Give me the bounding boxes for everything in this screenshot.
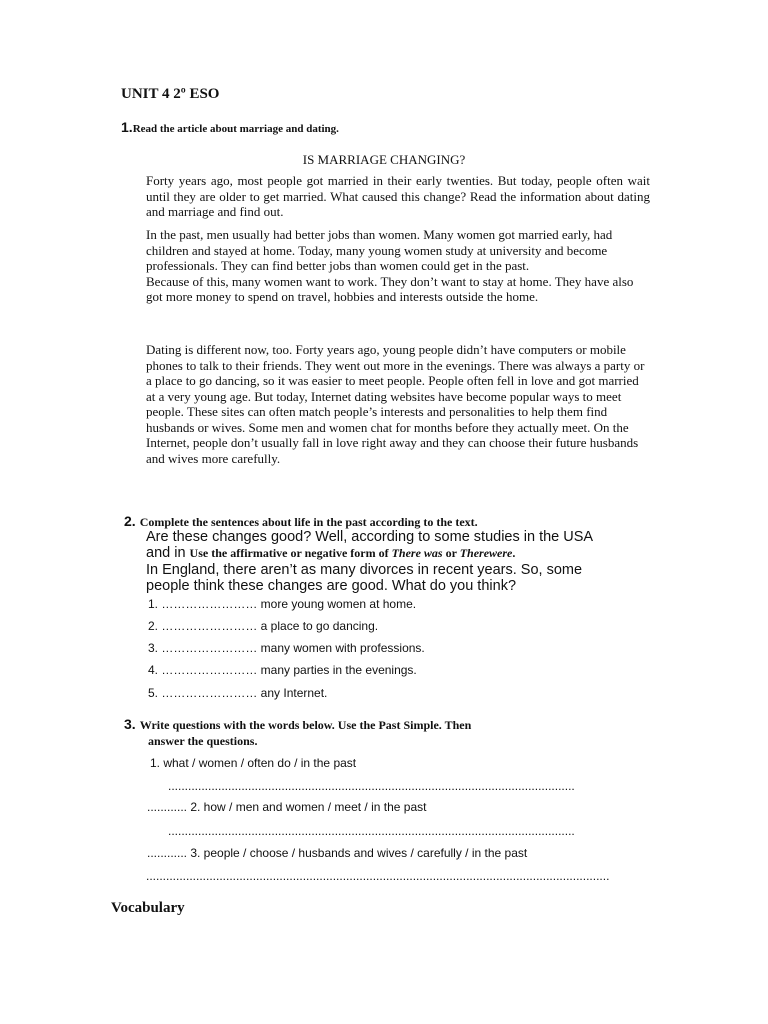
article-paragraph-3: Dating is different now, too. Forty years ago, young people didn’t have computers or mobile phones to talk to their friends. They went out more in the evenings. There was always a party or a place to go dancing, so it was easier to meet people. People often fell in love and got married at a very young age. But today, Internet dating websites have become popular ways to meet people. These sites can often match people’s interests and personalities to help them find husbands or wives. Some men and women chat for months before they actually meet. On the Internet, people don’t usually fall in love right away and they can choose their future husbands and wives more carefully. (146, 342, 645, 466)
exercise-3-instruction (124, 716, 471, 749)
exercise-2-text: Complete the sentences about life in the past according to the text. (139, 515, 478, 529)
answer-line-2: .......................................................................................................................... (168, 824, 575, 838)
exercise-2-number: 2. (124, 513, 136, 529)
vocabulary-heading: Vocabulary (111, 900, 185, 916)
overlay-text-line-4: people think these changes are good. What do you think? (146, 578, 517, 594)
exercise-3-text-line-2: answer the questions. (148, 734, 258, 748)
exercise-1-text: Read the article about marriage and dating. (132, 123, 339, 135)
exercise-1-number: 1. (121, 119, 133, 135)
exercise-3-text-line-1: Write questions with the words below. Use the Past Simple. Then (139, 718, 472, 732)
sentence-5: 5. …………………… any Internet. (148, 686, 328, 700)
sentence-2: 2. …………………… a place to go dancing. (148, 619, 379, 633)
exercise-2-instruction (124, 513, 478, 530)
overlay-text-line-2 (146, 545, 515, 561)
overlay-line-2-start: and in (146, 545, 190, 561)
exercise-3-number: 3. (124, 716, 136, 732)
exercise-1-instruction (121, 119, 339, 135)
exercise-2-instruction-2 (190, 546, 516, 560)
or-word: or (442, 546, 460, 560)
question-3: ............ 3. people / choose / husbands and wives / carefully / in the past (147, 846, 528, 860)
answer-line-3: ........................................................................................................................................... (146, 869, 610, 883)
article-title: IS MARRIAGE CHANGING? (302, 152, 466, 167)
instruction-2-text: Use the affirmative or negative form of (189, 546, 392, 560)
answer-line-1: .......................................................................................................................... (168, 779, 575, 793)
unit-title: UNIT 4 2º ESO (121, 86, 220, 102)
there-was: There was (391, 546, 443, 560)
question-1: 1. what / women / often do / in the past (150, 756, 357, 770)
sentence-1: 1. …………………… more young women at home. (148, 597, 417, 611)
question-2: ............ 2. how / men and women / meet / in the past (147, 800, 427, 814)
overlay-text-line-3: In England, there aren’t as many divorces in recent years. So, some (146, 562, 583, 578)
sentence-4: 4. …………………… many parties in the evenings. (148, 663, 417, 677)
overlay-text-line-1: Are these changes good? Well, according to some studies in the USA (146, 529, 594, 545)
article-paragraph-1: Forty years ago, most people got married in their early twenties. But today, people often wait until they are older to get married. What caused this change? Read the information about dating and marriage and find out. (146, 173, 650, 219)
article-paragraph-2: In the past, men usually had better jobs than women. Many women got married early, had children and stayed at home. Today, many young women study at university and become professionals. They can find better jobs than women could get in the past. Because of this, many women want to work. They don’t want to stay at home. They have also got more money to spend on travel, hobbies and interests outside the home. (146, 227, 634, 304)
there-were: Therewere (459, 546, 513, 560)
sentence-3: 3. …………………… many women with professions. (148, 641, 425, 655)
instruction-2-end: . (512, 546, 516, 560)
